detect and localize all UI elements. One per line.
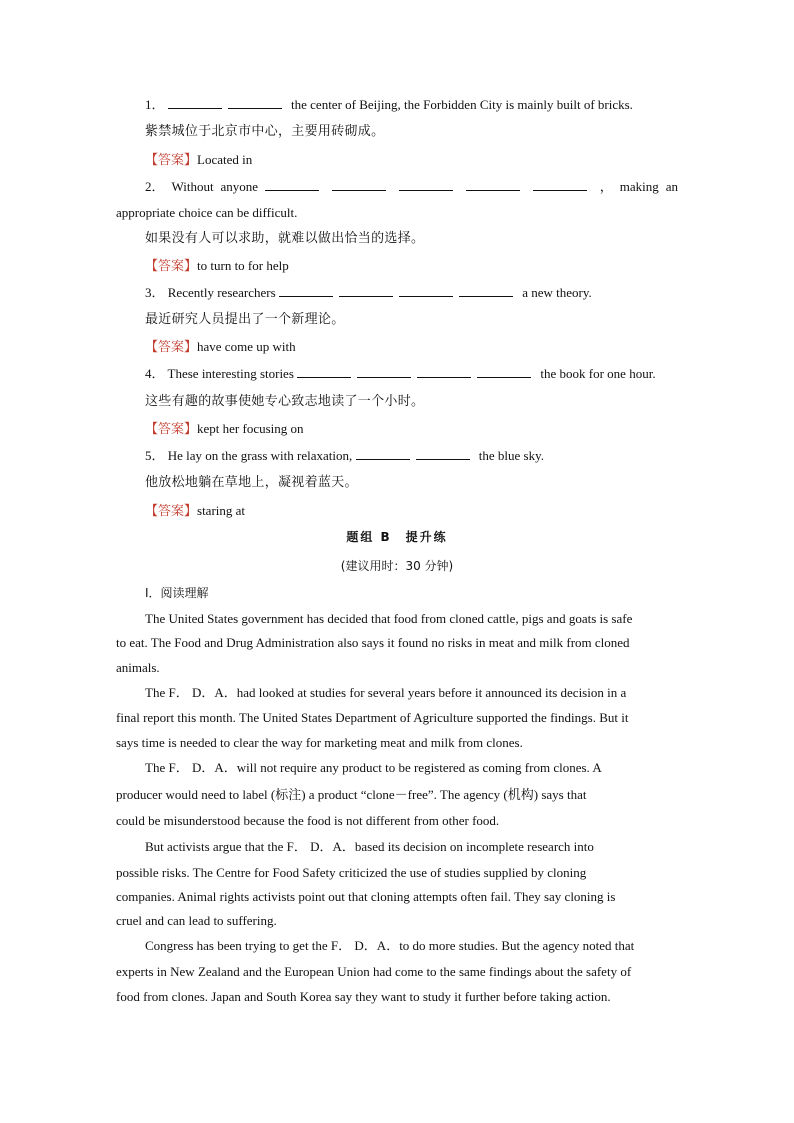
question-3-chinese: 最近研究人员提出了一个新理论。 xyxy=(145,312,345,327)
passage-line: says time is needed to clear the way for marketing meat and milk from clones. xyxy=(116,735,523,750)
question-2-line-2: appropriate choice can be difficult. xyxy=(116,205,298,220)
answer-text: kept her focusing on xyxy=(197,421,304,436)
question-5 xyxy=(145,447,678,465)
question-5-answer xyxy=(145,502,678,521)
sentence-text: the book for one hour. xyxy=(540,366,656,381)
answer-blank xyxy=(357,365,411,378)
question-3-answer xyxy=(145,338,678,357)
answer-text: to turn to for help xyxy=(197,258,289,273)
question-number: 5． xyxy=(145,448,165,463)
answer-tag: 【答案】 xyxy=(145,259,198,274)
answer-text: staring at xyxy=(197,503,246,518)
section-item-heading: Ⅰ．阅读理解 xyxy=(145,586,209,600)
answer-blank xyxy=(477,365,531,378)
answer-blank xyxy=(332,178,386,191)
question-2-answer xyxy=(145,257,678,276)
answer-blank xyxy=(416,447,470,460)
passage-line: experts in New Zealand and the European Union had come to the same findings about the safety of xyxy=(116,964,632,979)
sentence-text: Recently researchers xyxy=(167,285,276,300)
passage-line: cruel and can lead to suffering. xyxy=(116,913,277,928)
passage-line: to eat. The Food and Drug Administration also says it found no risks in meat and milk from cloned xyxy=(116,635,630,650)
passage-line: companies. Animal rights activists point out that cloning attempts often fail. They say cloning is xyxy=(116,889,616,904)
passage-line: could be misunderstood because the food is not different from other food. xyxy=(116,813,500,828)
passage-line: The F． D．A．had looked at studies for several years before it announced its decision in a xyxy=(145,685,627,700)
answer-blank xyxy=(399,284,453,297)
answer-tag: 【答案】 xyxy=(145,153,198,168)
answer-blank xyxy=(417,365,471,378)
passage-line: Congress has been trying to get the F． D．A．to do more studies. But the agency noted that xyxy=(145,938,635,953)
sentence-text: making xyxy=(619,179,659,194)
sentence-text: anyone xyxy=(220,179,259,194)
sentence-text: ， xyxy=(599,179,613,194)
section-title: 题组 B 提升练 xyxy=(346,530,448,544)
answer-blank xyxy=(399,178,453,191)
sentence-text: the center of Beijing, the Forbidden City is mainly built of bricks. xyxy=(291,97,633,112)
question-1-chinese: 紫禁城位于北京市中心，主要用砖砌成。 xyxy=(145,124,385,139)
sentence-text: an xyxy=(665,179,678,194)
question-number: 1． xyxy=(145,97,165,112)
question-4-chinese: 这些有趣的故事使她专心致志地读了一个小时。 xyxy=(145,394,425,409)
question-number: 4． xyxy=(145,366,165,381)
sentence-text: He lay on the grass with relaxation, xyxy=(167,448,353,463)
answer-blank xyxy=(279,284,333,297)
passage-line: possible risks. The Centre for Food Safety criticized the use of studies supplied by cloning xyxy=(116,865,587,880)
sentence-text: Without xyxy=(171,179,214,194)
question-4-answer xyxy=(145,420,678,439)
answer-blank xyxy=(533,178,587,191)
passage-line: The F． D．A．will not require any product to be registered as coming from clones. A xyxy=(145,760,602,775)
question-5-chinese: 他放松地躺在草地上，凝视着蓝天。 xyxy=(145,475,358,490)
answer-text: Located in xyxy=(197,152,253,167)
answer-tag: 【答案】 xyxy=(145,340,198,355)
passage-line: But activists argue that the F． D．A．based its decision on incomplete research into xyxy=(145,839,594,854)
passage-line: final report this month. The United States Department of Agriculture supported the findings. But it xyxy=(116,710,629,725)
passage-line: food from clones. Japan and South Korea say they want to study it further before taking action. xyxy=(116,989,611,1004)
answer-tag: 【答案】 xyxy=(145,504,198,519)
answer-tag: 【答案】 xyxy=(145,422,198,437)
passage-line: producer would need to label (标注) a product “clone－free”. The agency (机构) says that xyxy=(116,787,587,802)
answer-blank xyxy=(466,178,520,191)
question-1 xyxy=(145,96,678,114)
answer-blank xyxy=(168,96,222,109)
passage-line: animals. xyxy=(116,660,160,675)
answer-blank xyxy=(265,178,319,191)
answer-blank xyxy=(356,447,410,460)
question-number: 3． xyxy=(145,285,165,300)
suggested-time: (建议用时：30 分钟) xyxy=(340,559,454,573)
sentence-text: a new theory. xyxy=(522,285,592,300)
question-1-answer xyxy=(145,151,678,170)
question-2 xyxy=(145,178,678,196)
answer-blank xyxy=(297,365,351,378)
answer-blank xyxy=(339,284,393,297)
answer-blank xyxy=(459,284,513,297)
question-2-chinese: 如果没有人可以求助，就难以做出恰当的选择。 xyxy=(145,231,425,246)
question-3 xyxy=(145,284,678,302)
question-4 xyxy=(145,365,678,383)
sentence-text: These interesting stories xyxy=(167,366,294,381)
answer-text: have come up with xyxy=(197,339,296,354)
answer-blank xyxy=(228,96,282,109)
passage-line: The United States government has decided that food from cloned cattle, pigs and goats is safe xyxy=(145,611,633,626)
sentence-text: the blue sky. xyxy=(478,448,544,463)
question-number: 2． xyxy=(145,179,165,194)
